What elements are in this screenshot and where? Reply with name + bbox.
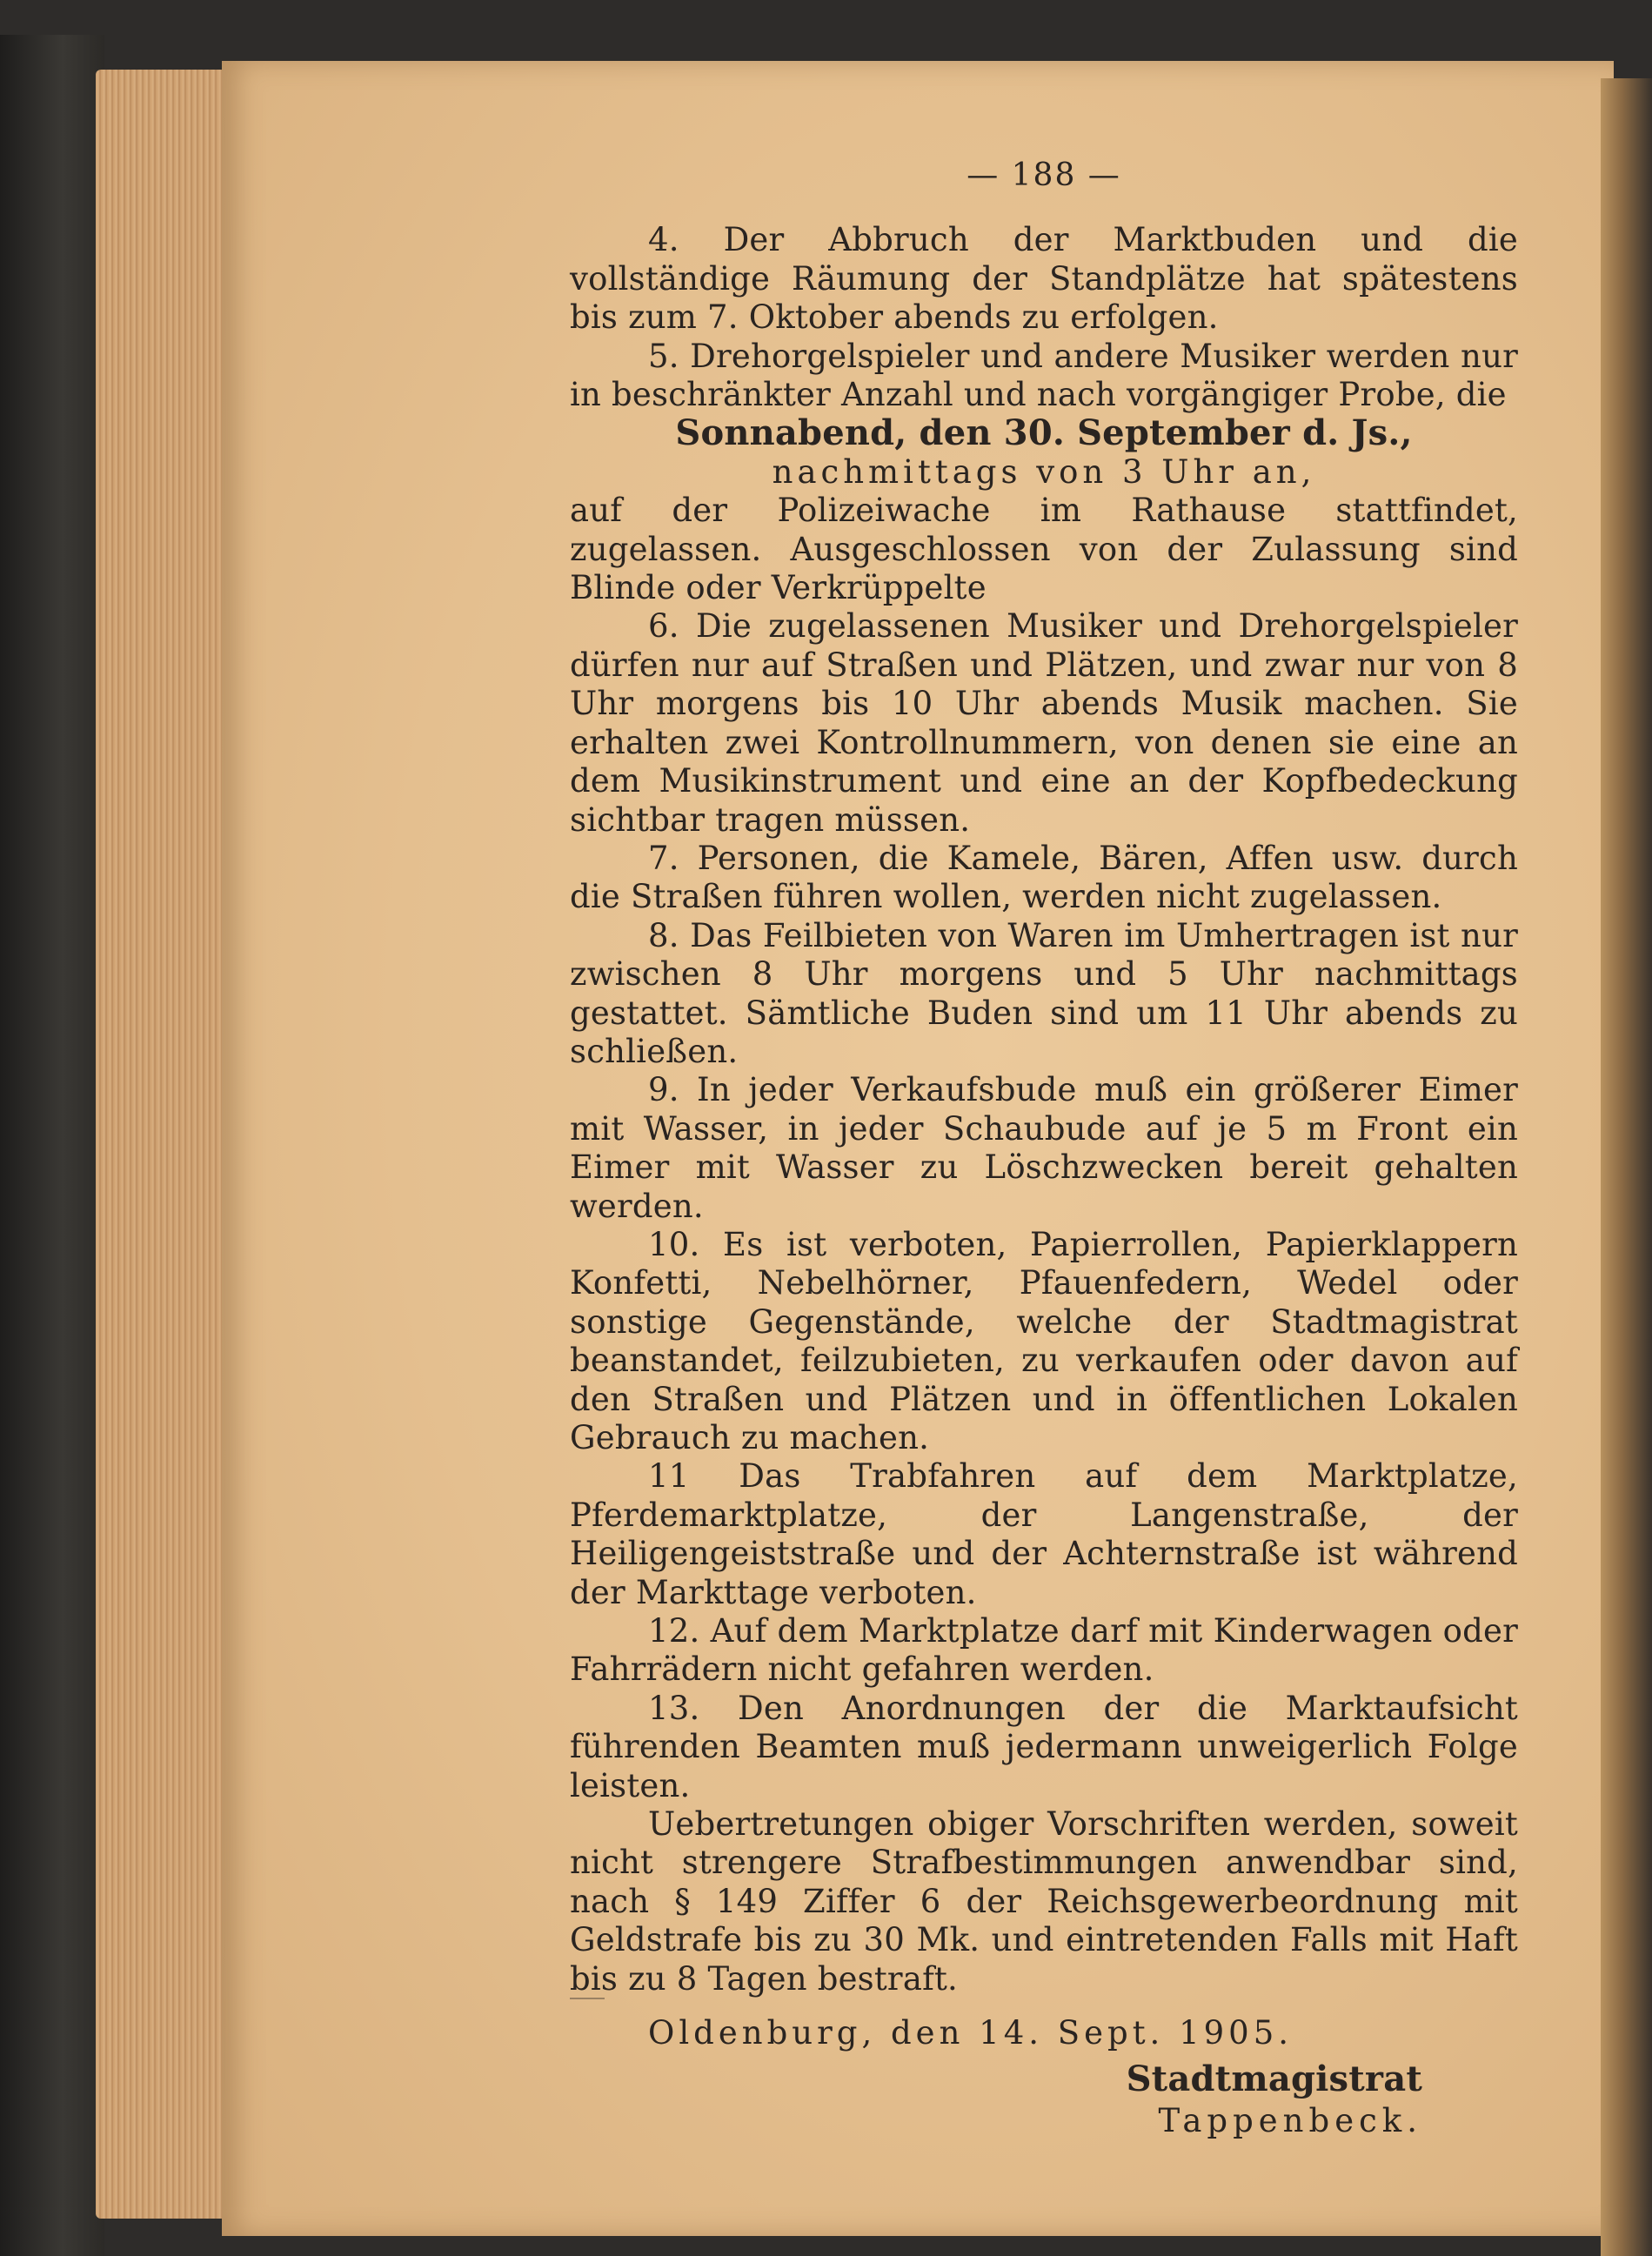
signature-title: Stadtmagistrat: [1126, 2058, 1422, 2099]
paragraph-8: 8. Das Feilbieten von Waren im Umhertragen ist nur zwischen 8 Uhr morgens und 5 Uhr nachmittags gestattet. Sämtliche Buden sind um 11 Uhr abends zu schließen.: [570, 916, 1518, 1070]
paragraph-12: 12. Auf dem Marktplatze darf mit Kinderwagen oder Fahrrädern nicht gefahren werden.: [570, 1612, 1518, 1689]
signature-block: [570, 2059, 1422, 2142]
page-number: — 188 —: [966, 157, 1121, 193]
paragraph-6: 6. Die zugelassenen Musiker und Drehorgelspieler dürfen nur auf Straßen und Plätzen, und zwar nur von 8 Uhr morgens bis 10 Uhr abends Musik machen. Sie erhalten zwei Kontrollnummern, von denen sie eine an dem Musikinstrument und eine an der Kopfbedeckung sichtbar tragen müssen.: [570, 607, 1518, 839]
paragraph-4: 4. Der Abbruch der Marktbuden und die vollständige Räumung der Standplätze hat spätestens bis zum 7. Oktober abends zu erfolgen.: [570, 221, 1518, 337]
paragraph-7: 7. Personen, die Kamele, Bären, Affen usw. durch die Straßen führen wollen, werden nicht zugelassen.: [570, 839, 1518, 916]
paragraph-5-continuation: auf der Polizeiwache im Rathause stattfindet, zugelassen. Ausgeschlossen von der Zulassung sind Blinde oder Verkrüppelte: [570, 492, 1518, 607]
page-edges: [96, 70, 235, 2219]
next-page-edge: [1601, 78, 1652, 2256]
book-cover: [0, 35, 104, 2256]
paragraph-9: 9. In jeder Verkaufsbude muß ein größerer Eimer mit Wasser, in jeder Schaubude auf je 5 m Front ein Eimer mit Wasser zu Löschzwecken bereit gehalten werden.: [570, 1071, 1518, 1225]
place-date: Oldenburg, den 14. Sept. 1905.: [648, 2014, 1294, 2052]
paragraph-5-date: Sonnabend, den 30. September d. Js.,: [675, 412, 1413, 454]
paragraph-10: 10. Es ist verboten, Papierrollen, Papierklappern Konfetti, Nebelhörner, Pfauenfedern, Wedel oder sonstige Gegenstände, welche der Stadtmagistrat beanstandet, feilzubieten, zu verkaufen oder davon auf den Straßen und Plätzen und in öffentlichen Lokalen Gebrauch zu machen.: [570, 1225, 1518, 1456]
page-content: [570, 157, 1518, 2142]
paragraph-penalty: Uebertretungen obiger Vorschriften werden, soweit nicht strengere Strafbestimmungen anwendbar sind, nach § 149 Ziffer 6 der Reichsgewerbeordnung mit Geldstrafe bis zu 30 Mk. und eintretenden Falls mit Haft bis zu 8 Tagen bestraft.: [570, 1805, 1518, 1998]
paragraph-13: 13. Den Anordnungen der die Marktaufsicht führenden Beamten muß jedermann unweigerlich Folge leisten.: [570, 1689, 1518, 1804]
paragraph-11: 11 Das Trabfahren auf dem Marktplatze, Pferdemarktplatze, der Langenstraße, der Heiligengeiststraße und der Achternstraße ist während der Markttage verboten.: [570, 1457, 1518, 1611]
signature-name: Tappenbeck.: [1158, 2101, 1422, 2139]
paragraph-5-time: nachmittags von 3 Uhr an,: [772, 452, 1316, 491]
ink-mark: [570, 1992, 605, 1999]
paragraph-5: 5. Drehorgelspieler und andere Musiker werden nur in beschränkter Anzahl und nach vorgängiger Probe, die: [570, 337, 1518, 414]
